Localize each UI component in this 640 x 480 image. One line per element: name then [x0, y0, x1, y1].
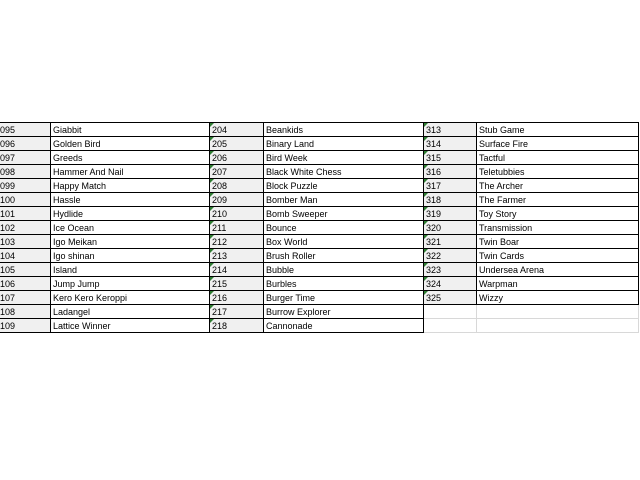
game-name-cell[interactable]: [477, 137, 639, 151]
number-text: 217: [212, 307, 228, 317]
number-cell[interactable]: [424, 137, 477, 151]
text-number-warning-icon: [210, 263, 214, 267]
game-name-text: Greeds: [53, 153, 83, 163]
number-text: 213: [212, 251, 228, 261]
number-text: 206: [212, 153, 228, 163]
game-name-text: Wizzy: [479, 293, 503, 303]
text-number-warning-icon: [424, 193, 428, 197]
number-cell[interactable]: [424, 291, 477, 305]
game-name-text: Bubble: [266, 265, 295, 275]
game-name-cell[interactable]: [264, 319, 424, 333]
game-name-text: Twin Boar: [479, 237, 520, 247]
text-number-warning-icon: [424, 207, 428, 211]
game-name-cell[interactable]: [477, 277, 639, 291]
number-text: 320: [426, 223, 442, 233]
number-cell[interactable]: [424, 249, 477, 263]
number-cell[interactable]: [0, 263, 51, 277]
table-row: [0, 123, 639, 137]
number-cell[interactable]: [0, 179, 51, 193]
game-name-text: Hydlide: [53, 209, 84, 219]
game-name-text: Surface Fire: [479, 139, 529, 149]
game-name-text: Igo Meikan: [53, 237, 98, 247]
table-row: [0, 277, 639, 291]
number-text: 216: [212, 293, 228, 303]
game-name-cell[interactable]: [477, 193, 639, 207]
text-number-warning-icon: [210, 137, 214, 141]
text-number-warning-icon: [210, 291, 214, 295]
number-text: 322: [426, 251, 442, 261]
number-cell[interactable]: [424, 235, 477, 249]
number-text: 108: [0, 307, 16, 317]
number-cell[interactable]: [210, 193, 264, 207]
number-text: 205: [212, 139, 228, 149]
table-row: [0, 221, 639, 235]
game-name-text: Toy Story: [479, 209, 517, 219]
game-name-text: Bomb Sweeper: [266, 209, 328, 219]
number-cell[interactable]: [424, 193, 477, 207]
number-text: 102: [0, 223, 16, 233]
number-cell[interactable]: [210, 207, 264, 221]
game-name-text: Burger Time: [266, 293, 316, 303]
number-cell[interactable]: [424, 165, 477, 179]
table-row: [0, 291, 639, 305]
number-cell[interactable]: [210, 123, 264, 137]
number-text: 317: [426, 181, 442, 191]
text-number-warning-icon: [424, 123, 428, 127]
number-cell[interactable]: [0, 249, 51, 263]
number-cell[interactable]: [424, 123, 477, 137]
game-name-cell[interactable]: [51, 235, 210, 249]
game-name-cell[interactable]: [264, 123, 424, 137]
number-cell[interactable]: [210, 277, 264, 291]
game-name-text: Stub Game: [479, 125, 525, 135]
game-name-text: Twin Cards: [479, 251, 525, 261]
table-row: [0, 179, 639, 193]
number-text: 106: [0, 279, 16, 289]
number-cell[interactable]: [0, 193, 51, 207]
game-name-cell[interactable]: [51, 263, 210, 277]
text-number-warning-icon: [424, 151, 428, 155]
table-row: [0, 151, 639, 165]
game-name-cell[interactable]: [51, 193, 210, 207]
number-text: 098: [0, 167, 16, 177]
number-text: 313: [426, 125, 442, 135]
game-name-cell[interactable]: [477, 207, 639, 221]
number-cell[interactable]: [424, 263, 477, 277]
game-name-text: Teletubbies: [479, 167, 525, 177]
game-name-cell[interactable]: [264, 207, 424, 221]
game-name-text: Igo shinan: [53, 251, 95, 261]
empty-cell[interactable]: [424, 305, 477, 319]
game-name-cell[interactable]: [51, 319, 210, 333]
text-number-warning-icon: [424, 235, 428, 239]
number-cell[interactable]: [0, 151, 51, 165]
game-name-cell[interactable]: [264, 277, 424, 291]
empty-cell[interactable]: [424, 319, 477, 333]
game-name-text: Transmission: [479, 223, 533, 233]
number-cell[interactable]: [210, 249, 264, 263]
number-cell[interactable]: [210, 263, 264, 277]
game-name-cell[interactable]: [477, 123, 639, 137]
table-row: [0, 193, 639, 207]
game-name-cell[interactable]: [51, 249, 210, 263]
number-text: 210: [212, 209, 228, 219]
number-cell[interactable]: [210, 165, 264, 179]
number-cell[interactable]: [0, 291, 51, 305]
game-name-text: Bounce: [266, 223, 297, 233]
number-cell[interactable]: [0, 165, 51, 179]
number-cell[interactable]: [424, 277, 477, 291]
number-cell[interactable]: [210, 291, 264, 305]
text-number-warning-icon: [210, 319, 214, 323]
game-name-cell[interactable]: [477, 291, 639, 305]
game-name-text: Giabbit: [53, 125, 82, 135]
number-cell[interactable]: [210, 221, 264, 235]
table-row: [0, 207, 639, 221]
table-row: [0, 305, 639, 319]
game-name-cell[interactable]: [264, 165, 424, 179]
game-name-text: Bomber Man: [266, 195, 318, 205]
number-text: 104: [0, 251, 16, 261]
game-name-cell[interactable]: [264, 235, 424, 249]
number-text: 209: [212, 195, 228, 205]
game-name-text: Block Puzzle: [266, 181, 318, 191]
number-text: 103: [0, 237, 16, 247]
number-text: 318: [426, 195, 442, 205]
text-number-warning-icon: [210, 123, 214, 127]
game-name-cell[interactable]: [477, 179, 639, 193]
number-cell[interactable]: [424, 207, 477, 221]
number-text: 214: [212, 265, 228, 275]
number-text: 096: [0, 139, 16, 149]
game-name-cell[interactable]: [264, 221, 424, 235]
text-number-warning-icon: [210, 165, 214, 169]
text-number-warning-icon: [210, 235, 214, 239]
game-name-cell[interactable]: [477, 151, 639, 165]
game-name-text: Happy Match: [53, 181, 107, 191]
game-name-text: Binary Land: [266, 139, 315, 149]
text-number-warning-icon: [424, 263, 428, 267]
game-name-cell[interactable]: [477, 165, 639, 179]
number-text: 211: [212, 223, 227, 233]
number-cell[interactable]: [210, 235, 264, 249]
number-text: 323: [426, 265, 442, 275]
number-text: 315: [426, 153, 442, 163]
game-name-text: Burrow Explorer: [266, 307, 331, 317]
game-name-cell[interactable]: [51, 277, 210, 291]
number-cell[interactable]: [0, 235, 51, 249]
number-cell[interactable]: [210, 137, 264, 151]
game-name-text: The Farmer: [479, 195, 527, 205]
number-cell[interactable]: [424, 151, 477, 165]
number-cell[interactable]: [210, 179, 264, 193]
game-name-text: Hassle: [53, 195, 81, 205]
game-name-cell[interactable]: [51, 207, 210, 221]
game-name-cell[interactable]: [477, 235, 639, 249]
game-name-cell[interactable]: [51, 137, 210, 151]
number-text: 100: [0, 195, 16, 205]
game-name-text: Cannonade: [266, 321, 313, 331]
game-name-text: Ice Ocean: [53, 223, 95, 233]
number-text: 105: [0, 265, 16, 275]
text-number-warning-icon: [424, 277, 428, 281]
game-name-cell[interactable]: [264, 291, 424, 305]
game-name-text: Lattice Winner: [53, 321, 111, 331]
game-name-text: Beankids: [266, 125, 304, 135]
game-name-cell[interactable]: [264, 193, 424, 207]
number-cell[interactable]: [0, 221, 51, 235]
number-text: 109: [0, 321, 16, 331]
text-number-warning-icon: [424, 249, 428, 253]
table-row: [0, 249, 639, 263]
game-name-text: Undersea Arena: [479, 265, 545, 275]
game-name-text: Bird Week: [266, 153, 308, 163]
game-name-cell[interactable]: [264, 263, 424, 277]
number-text: 314: [426, 139, 442, 149]
number-cell[interactable]: [0, 319, 51, 333]
game-name-cell[interactable]: [264, 179, 424, 193]
number-cell[interactable]: [0, 137, 51, 151]
game-name-cell[interactable]: [51, 305, 210, 319]
game-name-cell[interactable]: [477, 249, 639, 263]
game-name-text: Golden Bird: [53, 139, 101, 149]
game-name-text: Ladangel: [53, 307, 91, 317]
table-row: [0, 137, 639, 151]
game-name-cell[interactable]: [51, 179, 210, 193]
game-name-cell[interactable]: [264, 151, 424, 165]
text-number-warning-icon: [210, 249, 214, 253]
number-cell[interactable]: [210, 151, 264, 165]
game-name-text: Brush Roller: [266, 251, 316, 261]
number-text: 316: [426, 167, 442, 177]
game-name-cell[interactable]: [51, 221, 210, 235]
game-name-text: Warpman: [479, 279, 518, 289]
number-text: 095: [0, 125, 16, 135]
game-name-cell[interactable]: [264, 249, 424, 263]
number-text: 324: [426, 279, 442, 289]
number-text: 212: [212, 237, 228, 247]
text-number-warning-icon: [210, 221, 214, 225]
game-name-text: Tactful: [479, 153, 506, 163]
game-name-text: Burbles: [266, 279, 297, 289]
number-cell[interactable]: [210, 305, 264, 319]
table-row: [0, 165, 639, 179]
number-cell[interactable]: [210, 319, 264, 333]
number-text: 097: [0, 153, 16, 163]
game-name-text: Black White Chess: [266, 167, 342, 177]
number-text: 099: [0, 181, 16, 191]
game-name-cell[interactable]: [264, 305, 424, 319]
number-cell[interactable]: [0, 207, 51, 221]
game-name-text: Island: [53, 265, 78, 275]
number-text: 321: [426, 237, 442, 247]
number-text: 325: [426, 293, 442, 303]
text-number-warning-icon: [424, 291, 428, 295]
table-row: [0, 235, 639, 249]
game-name-cell[interactable]: [264, 137, 424, 151]
game-name-text: The Archer: [479, 181, 524, 191]
game-name-cell[interactable]: [51, 151, 210, 165]
game-name-cell[interactable]: [477, 263, 639, 277]
game-name-cell[interactable]: [51, 123, 210, 137]
text-number-warning-icon: [424, 221, 428, 225]
number-text: 204: [212, 125, 228, 135]
game-name-text: Kero Kero Keroppi: [53, 293, 128, 303]
number-cell[interactable]: [0, 123, 51, 137]
number-text: 215: [212, 279, 228, 289]
text-number-warning-icon: [424, 179, 428, 183]
game-name-text: Jump Jump: [53, 279, 100, 289]
empty-cell[interactable]: [477, 319, 639, 333]
number-text: 319: [426, 209, 442, 219]
empty-cell[interactable]: [477, 305, 639, 319]
game-name-text: Hammer And Nail: [53, 167, 124, 177]
game-name-text: Box World: [266, 237, 308, 247]
text-number-warning-icon: [210, 193, 214, 197]
number-text: 208: [212, 181, 228, 191]
text-number-warning-icon: [424, 137, 428, 141]
game-name-cell[interactable]: [51, 165, 210, 179]
text-number-warning-icon: [210, 305, 214, 309]
text-number-warning-icon: [210, 207, 214, 211]
text-number-warning-icon: [210, 277, 214, 281]
number-cell[interactable]: [0, 277, 51, 291]
table-row: [0, 319, 639, 333]
text-number-warning-icon: [424, 165, 428, 169]
number-text: 207: [212, 167, 228, 177]
text-number-warning-icon: [210, 179, 214, 183]
table-row: [0, 263, 639, 277]
number-text: 101: [0, 209, 16, 219]
number-cell[interactable]: [0, 305, 51, 319]
number-text: 218: [212, 321, 228, 331]
game-name-cell[interactable]: [51, 291, 210, 305]
game-name-cell[interactable]: [477, 221, 639, 235]
number-cell[interactable]: [424, 221, 477, 235]
text-number-warning-icon: [210, 151, 214, 155]
number-text: 107: [0, 293, 16, 303]
number-cell[interactable]: [424, 179, 477, 193]
